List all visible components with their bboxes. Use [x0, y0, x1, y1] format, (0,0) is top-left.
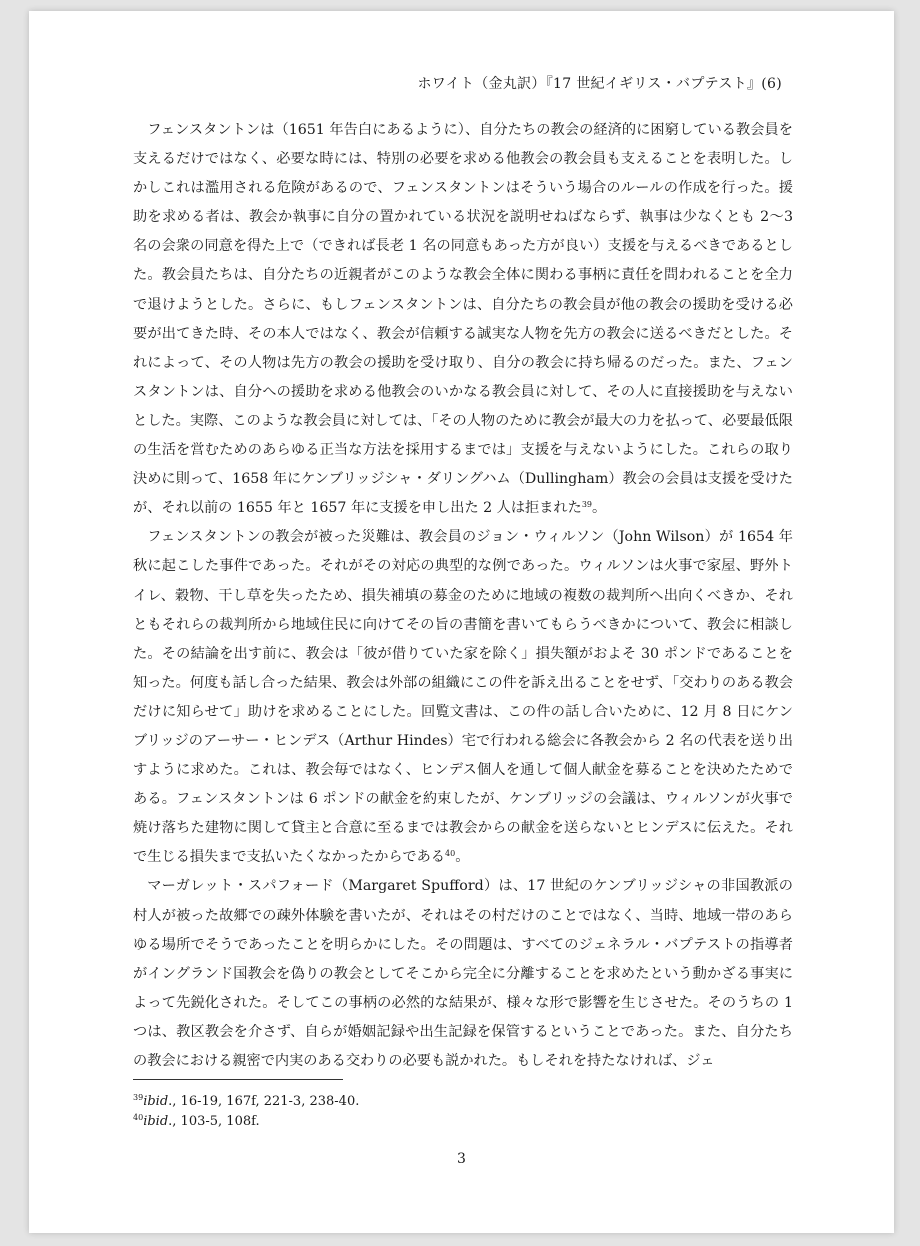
footnote-divider	[133, 1079, 343, 1080]
running-header: ホワイト（金丸訳）『17 世紀イギリス・バプテスト』(6)	[417, 76, 782, 92]
page-number: 3	[457, 1151, 466, 1167]
footnote-ref-40[interactable]: 40	[445, 849, 456, 859]
body-text	[133, 116, 793, 1076]
footnote-40: $^{40}$ibid., 103-5, 108f.	[133, 1113, 260, 1129]
paragraph-2: フェンスタントンの教会が被った災難は、教会員のジョン・ウィルソン（John Wilson）が 1654 年秋に起こした事件であった。それがその対応の典型的な例であった。ウィルソンは火事で家屋、野外トイレ、穀物、干し草を失ったため、損失補填の募金のために地域の複数の裁判所へ出向くべきか、それともそれらの裁判所から地域住民に向けてその旨の書簡を書いてもらうべきかについて、教会に相談した。その結論を出す前に、教会は「彼が借りていた家を除く」損失額がおよそ 30 ポンドであることを知った。何度も話し合った結果、教会は外部の組織にこの件を訴え出ることをせず、「交わりのある教会だけに知らせて」助けを求めることにした。回覧文書は、この件の話し合いために、12 月 8 日にケンブリッジのアーサー・ヒンデス（Arthur Hindes）宅で行われる総会に各教会から 2 名の代表を送り出すように求めた。これは、教会毎ではなく、ヒンデス個人を通して個人献金を募ることを決めたためである。フェンスタントンは 6 ポンドの献金を約束したが、ケンブリッジの会議は、ウィルソンが火事で焼け落ちた建物に関して貸主と合意に至るまでは教会からの献金を送らないとヒンデスに伝えた。それで生じる損失まで支払いたくなかったからである$^{40}$。	[133, 529, 793, 866]
footnotes	[133, 1092, 359, 1132]
paragraph-1: フェンスタントンは（1651 年告白にあるように）、自分たちの教会の経済的に困窮している教会員を支えるだけではなく、必要な時には、特別の必要を求める他教会の教会員も支えることを表明した。しかしこれは濫用される危険があるので、フェンスタントンはそういう場合のルールの作成を行った。援助を求める者は、教会か執事に自分の置かれている状況を説明せねばならず、執事は少なくとも 2〜3 名の会衆の同意を得た上で（できれば長老 1 名の同意もあった方が良い）支援を与えるべきであるとした。教会員たちは、自分たちの近親者がこのような教会全体に関わる事柄に責任を問われることを全力で退けようとした。さらに、もしフェンスタントンは、自分たちの教会員が他の教会の援助を受ける必要が出てきた時、その本人ではなく、教会が信頼する誠実な人物を先方の教会に送るべきだとした。それによって、その人物は先方の教会の援助を受け取り、自分の教会に持ち帰るのだった。また、フェンスタントンは、自分への援助を求める他教会のいかなる教会員に対して、その人に直接援助を与えないとした。実際、このような教会員に対しては、「その人物のために教会が最大の力を払って、必要最低限の生活を営むためのあらゆる正当な方法を採用するまでは」支援を与えないようにした。これらの取り決めに則って、1658 年にケンブリッジシャ・ダリングハム（Dullingham）教会の会員は支援を受けたが、それ以前の 1655 年と 1657 年に支援を申し出た 2 人は拒まれた$^{39}$。	[133, 122, 793, 517]
footnote-ref-39[interactable]: 39	[581, 500, 592, 510]
paragraph-3: マーガレット・スパフォード（Margaret Spufford）は、17 世紀のケンブリッジシャの非国教派の村人が被った故郷での疎外体験を書いたが、それはその村だけのことではなく、当時、地域一帯のあらゆる場所でそうであったことを明らかにした。その問題は、すべてのジェネラル・バプテストの指導者がイングランド国教会を偽りの教会としてそこから完全に分離することを求めたという動かざる事実によって先鋭化された。そしてこの事柄の必然的な結果が、様々な形で影響を生じさせた。そのうちの 1 つは、教区教会を介さず、自らが婚姻記録や出生記録を保管するということであった。また、自分たちの教会における親密で内実のある交わりの必要も説かれた。もしそれを持たなければ、ジェ	[133, 878, 793, 1069]
document-page	[29, 11, 894, 1233]
footnote-39: $^{39}$ibid., 16-19, 167f, 221-3, 238-40.	[133, 1093, 360, 1109]
